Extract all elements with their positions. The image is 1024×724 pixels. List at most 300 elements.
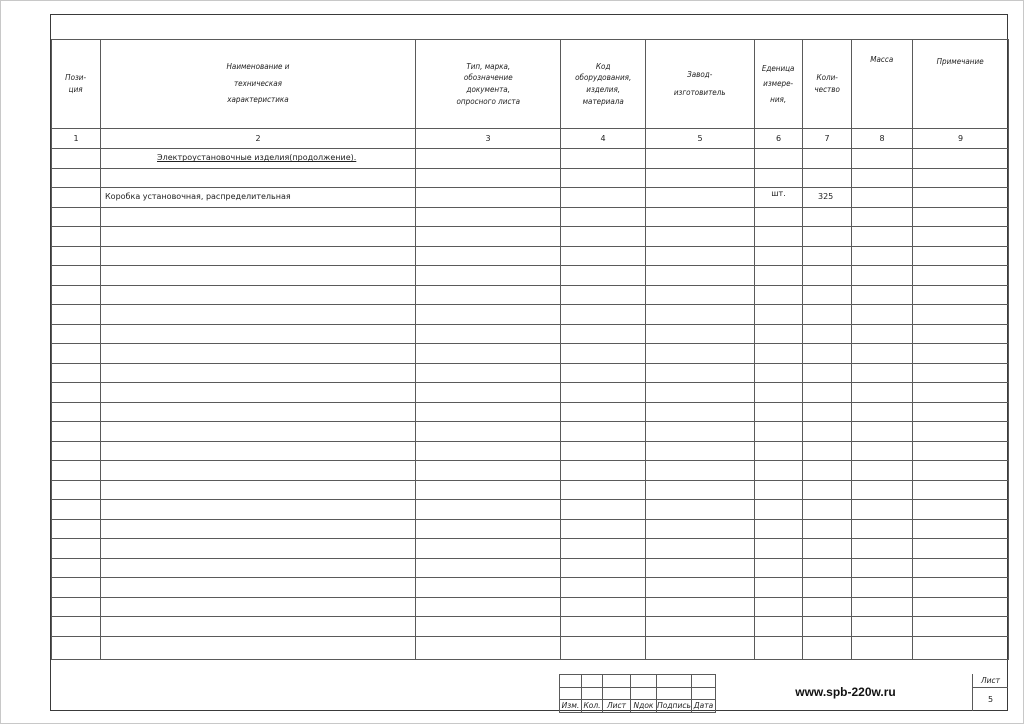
table-cell [852, 227, 913, 247]
table-cell [755, 363, 803, 383]
table-cell [852, 422, 913, 442]
table-cell [416, 558, 561, 578]
table-cell [803, 617, 852, 637]
header-position-text: Пози- ция [65, 73, 87, 94]
table-cell [416, 324, 561, 344]
header-quantity-text: Коли- чество [814, 73, 840, 94]
table-cell [646, 617, 755, 637]
table-cell [416, 597, 561, 617]
table-cell [913, 305, 1009, 325]
table-cell [646, 402, 755, 422]
header-row [52, 40, 1009, 129]
table-cell [561, 207, 646, 227]
table-cell [913, 285, 1009, 305]
table-cell [416, 636, 561, 659]
table-cell [52, 168, 101, 188]
table-cell [561, 383, 646, 403]
table-cell [755, 246, 803, 266]
table-cell [803, 597, 852, 617]
table-cell [416, 519, 561, 539]
table-cell [755, 324, 803, 344]
table-cell [755, 441, 803, 461]
table-row [52, 246, 1009, 266]
table-cell [755, 305, 803, 325]
table-cell [52, 246, 101, 266]
table-cell [755, 383, 803, 403]
table-cell [561, 539, 646, 559]
table-cell [646, 500, 755, 520]
table-cell [101, 519, 416, 539]
header-unit [755, 40, 803, 129]
table-cell [416, 246, 561, 266]
table-cell [913, 636, 1009, 659]
label-date: Дата [692, 700, 716, 713]
column-number: 7 [803, 129, 852, 149]
table-cell [755, 168, 803, 188]
table-cell [561, 227, 646, 247]
table-cell [646, 480, 755, 500]
table-cell [755, 617, 803, 637]
table-cell [561, 500, 646, 520]
title-block-labels-row [560, 700, 716, 713]
table-cell [913, 500, 1009, 520]
table-cell [852, 597, 913, 617]
title-block-cell [582, 687, 603, 700]
table-cell [52, 539, 101, 559]
table-cell [852, 500, 913, 520]
table-cell [416, 168, 561, 188]
table-cell [852, 441, 913, 461]
title-block-cell [603, 675, 631, 688]
table-cell [52, 617, 101, 637]
table-cell [803, 500, 852, 520]
table-cell [416, 422, 561, 442]
table-cell [101, 383, 416, 403]
table-cell [852, 461, 913, 481]
item-unit: шт. [771, 189, 786, 198]
table-cell [755, 558, 803, 578]
table-cell [52, 480, 101, 500]
table-cell [852, 188, 913, 208]
header-code-text: Код оборудования, изделия, материала [574, 61, 632, 106]
column-number: 6 [755, 129, 803, 149]
table-row [52, 578, 1009, 598]
table-cell [416, 363, 561, 383]
table-cell [755, 500, 803, 520]
column-number: 8 [852, 129, 913, 149]
table-cell [52, 422, 101, 442]
table-cell [646, 266, 755, 286]
table-cell [913, 461, 1009, 481]
table-cell [913, 480, 1009, 500]
header-quantity [803, 40, 852, 129]
table-cell [416, 578, 561, 598]
table-cell [646, 324, 755, 344]
table-cell [561, 363, 646, 383]
title-block-cell [657, 675, 692, 688]
table-cell [803, 402, 852, 422]
table-cell [416, 207, 561, 227]
table-cell [561, 441, 646, 461]
table-cell [52, 383, 101, 403]
item-quantity-cell [803, 188, 852, 208]
table-cell [913, 383, 1009, 403]
title-block-cell [603, 687, 631, 700]
table-cell [803, 305, 852, 325]
table-cell [646, 636, 755, 659]
header-name [101, 40, 416, 129]
table-cell [561, 519, 646, 539]
table-cell [101, 617, 416, 637]
table-cell [416, 480, 561, 500]
table-cell [646, 227, 755, 247]
table-cell [561, 285, 646, 305]
table-cell [52, 461, 101, 481]
table-row [52, 285, 1009, 305]
column-numbers-row [52, 129, 1009, 149]
table-row [52, 597, 1009, 617]
column-number: 9 [913, 129, 1009, 149]
table-cell [646, 149, 755, 169]
empty-rows [52, 207, 1009, 659]
table-cell [646, 597, 755, 617]
table-cell [755, 285, 803, 305]
table-cell [755, 480, 803, 500]
table-cell [101, 441, 416, 461]
table-cell [852, 168, 913, 188]
table-cell [416, 266, 561, 286]
table-cell [852, 539, 913, 559]
table-cell [803, 539, 852, 559]
table-cell [646, 168, 755, 188]
label-sheet: Лист [603, 700, 631, 713]
label-count: Кол. [583, 701, 601, 711]
table-cell [646, 188, 755, 208]
table-cell [852, 636, 913, 659]
section-title-cell [101, 149, 416, 169]
table-cell [755, 519, 803, 539]
table-cell [755, 344, 803, 364]
header-type-text: Тип, марка, обозначение документа, опросного листа [456, 61, 520, 106]
table-row [52, 636, 1009, 659]
table-cell [803, 578, 852, 598]
table-cell [913, 441, 1009, 461]
table-cell [913, 363, 1009, 383]
table-cell [416, 461, 561, 481]
column-number: 2 [101, 129, 416, 149]
table-cell [755, 422, 803, 442]
item-name: Коробка установочная, распределительная [105, 192, 291, 202]
item-name-cell [101, 188, 416, 208]
table-cell [755, 578, 803, 598]
table-cell [101, 305, 416, 325]
table-cell [803, 480, 852, 500]
table-cell [561, 324, 646, 344]
title-block-cell [631, 675, 657, 688]
table-cell [852, 207, 913, 227]
table-cell [803, 207, 852, 227]
table-cell [913, 597, 1009, 617]
table-cell [52, 324, 101, 344]
table-cell [52, 578, 101, 598]
table-cell [755, 461, 803, 481]
title-block-cell [560, 687, 582, 700]
table-row [52, 149, 1009, 169]
table-row [52, 305, 1009, 325]
table-cell [416, 149, 561, 169]
table-cell [803, 344, 852, 364]
table-cell [101, 324, 416, 344]
table-cell [416, 539, 561, 559]
table-cell [646, 285, 755, 305]
title-block-cell [657, 687, 692, 700]
title-block [559, 674, 716, 713]
table-cell [852, 519, 913, 539]
table-cell [416, 285, 561, 305]
table-row [52, 383, 1009, 403]
header-note-text: Примечание [936, 57, 984, 66]
table-cell [803, 246, 852, 266]
table-cell [101, 500, 416, 520]
table-row [52, 461, 1009, 481]
table-cell [101, 480, 416, 500]
table-cell [101, 422, 416, 442]
table-cell [803, 383, 852, 403]
table-cell [101, 227, 416, 247]
table-row [52, 441, 1009, 461]
table-cell [101, 363, 416, 383]
table-cell [561, 461, 646, 481]
table-cell [803, 558, 852, 578]
label-signature: Подпись [657, 701, 691, 711]
section-title: Электроустановочные изделия(продолжение). [157, 153, 357, 163]
table-cell [101, 597, 416, 617]
sheet-label: Лист [973, 674, 1008, 688]
title-block-cell [631, 687, 657, 700]
table-cell [913, 344, 1009, 364]
table-cell [913, 207, 1009, 227]
table-cell [561, 168, 646, 188]
table-cell [52, 597, 101, 617]
table-row [52, 207, 1009, 227]
table-cell [416, 500, 561, 520]
table-cell [852, 617, 913, 637]
table-cell [52, 149, 101, 169]
table-cell [913, 188, 1009, 208]
table-row [52, 344, 1009, 364]
table-cell [52, 363, 101, 383]
table-row [52, 422, 1009, 442]
table-cell [852, 578, 913, 598]
table-cell [755, 266, 803, 286]
table-cell [852, 324, 913, 344]
table-cell [913, 539, 1009, 559]
table-cell [755, 597, 803, 617]
table-row [52, 480, 1009, 500]
table-cell [803, 422, 852, 442]
table-cell [803, 519, 852, 539]
table-cell [52, 207, 101, 227]
title-block-cell [582, 675, 603, 688]
table-cell [646, 383, 755, 403]
title-block-cell [692, 675, 716, 688]
label-doc-number: Nдок [631, 700, 657, 713]
table-cell [52, 519, 101, 539]
table-cell [913, 519, 1009, 539]
table-cell [755, 636, 803, 659]
title-block-row [560, 687, 716, 700]
table-cell [561, 636, 646, 659]
table-cell [561, 402, 646, 422]
table-cell [52, 500, 101, 520]
table-cell [646, 305, 755, 325]
table-cell [101, 285, 416, 305]
sheet-number-box [972, 674, 1008, 711]
specification-table [51, 39, 1009, 660]
header-mass-text: Масса [870, 55, 894, 64]
table-cell [913, 266, 1009, 286]
table-cell [416, 227, 561, 247]
table-row [52, 617, 1009, 637]
title-block-cell [692, 687, 716, 700]
table-cell [561, 422, 646, 442]
column-number: 1 [52, 129, 101, 149]
table-cell [852, 558, 913, 578]
table-cell [803, 441, 852, 461]
column-number: 4 [561, 129, 646, 149]
table-cell [913, 324, 1009, 344]
website-label: www.spb-220w.ru [795, 685, 896, 699]
table-cell [101, 558, 416, 578]
table-cell [852, 149, 913, 169]
table-cell [852, 480, 913, 500]
table-cell [646, 441, 755, 461]
table-cell [646, 207, 755, 227]
table-cell [101, 266, 416, 286]
table-row [52, 539, 1009, 559]
header-name-text: Наименование и техническая характеристика [226, 61, 290, 105]
table-cell [646, 519, 755, 539]
title-block-row [560, 675, 716, 688]
table-cell [646, 558, 755, 578]
table-cell [52, 266, 101, 286]
table-cell [646, 578, 755, 598]
header-unit-text: Еденица измере- ния, [762, 64, 795, 104]
header-note [913, 40, 1009, 129]
table-cell [416, 344, 561, 364]
table-cell [755, 207, 803, 227]
table-cell [755, 227, 803, 247]
table-cell [52, 558, 101, 578]
title-block-cell [560, 675, 582, 688]
table-row [52, 324, 1009, 344]
table-cell [561, 246, 646, 266]
table-cell [913, 402, 1009, 422]
header-position [52, 40, 101, 129]
table-cell [101, 344, 416, 364]
header-maker [646, 40, 755, 129]
column-number: 3 [416, 129, 561, 149]
table-cell [561, 266, 646, 286]
table-cell [561, 597, 646, 617]
table-cell [852, 285, 913, 305]
table-row [52, 168, 1009, 188]
table-cell [646, 461, 755, 481]
table-cell [803, 363, 852, 383]
sheet-number: 5 [987, 695, 994, 704]
table-cell [561, 578, 646, 598]
table-cell [52, 636, 101, 659]
table-cell [646, 539, 755, 559]
header-code [561, 40, 646, 129]
table-cell [101, 539, 416, 559]
table-cell [803, 168, 852, 188]
table-cell [101, 168, 416, 188]
table-row [52, 519, 1009, 539]
table-cell [561, 480, 646, 500]
header-type [416, 40, 561, 129]
table-cell [803, 324, 852, 344]
table-cell [416, 188, 561, 208]
label-change: Изм. [560, 700, 582, 713]
table-cell [852, 246, 913, 266]
table-cell [913, 149, 1009, 169]
table-cell [755, 149, 803, 169]
table-cell [416, 305, 561, 325]
table-cell [52, 344, 101, 364]
table-cell [101, 207, 416, 227]
table-cell [52, 305, 101, 325]
table-cell [852, 383, 913, 403]
table-cell [52, 441, 101, 461]
table-cell [416, 383, 561, 403]
header-maker-text: Завод- изготовитель [674, 69, 726, 97]
table-cell [755, 402, 803, 422]
item-quantity: 325 [818, 192, 834, 202]
table-cell [101, 246, 416, 266]
table-cell [755, 539, 803, 559]
table-cell [416, 441, 561, 461]
table-cell [852, 266, 913, 286]
table-row [52, 558, 1009, 578]
table-cell [913, 617, 1009, 637]
table-row [52, 363, 1009, 383]
table-cell [913, 246, 1009, 266]
table-cell [561, 558, 646, 578]
table-cell [913, 422, 1009, 442]
table-cell [803, 149, 852, 169]
table-cell [52, 188, 101, 208]
item-unit-cell [755, 188, 803, 208]
table-cell [561, 344, 646, 364]
table-cell [101, 578, 416, 598]
table-row [52, 500, 1009, 520]
table-cell [416, 617, 561, 637]
table-cell [913, 168, 1009, 188]
table-cell [52, 285, 101, 305]
header-mass [852, 40, 913, 129]
table-cell [803, 461, 852, 481]
table-cell [416, 402, 561, 422]
table-cell [852, 363, 913, 383]
table-cell [913, 558, 1009, 578]
table-cell [52, 402, 101, 422]
table-cell [852, 344, 913, 364]
table-cell [646, 363, 755, 383]
table-cell [101, 402, 416, 422]
table-row [52, 402, 1009, 422]
table-cell [646, 422, 755, 442]
